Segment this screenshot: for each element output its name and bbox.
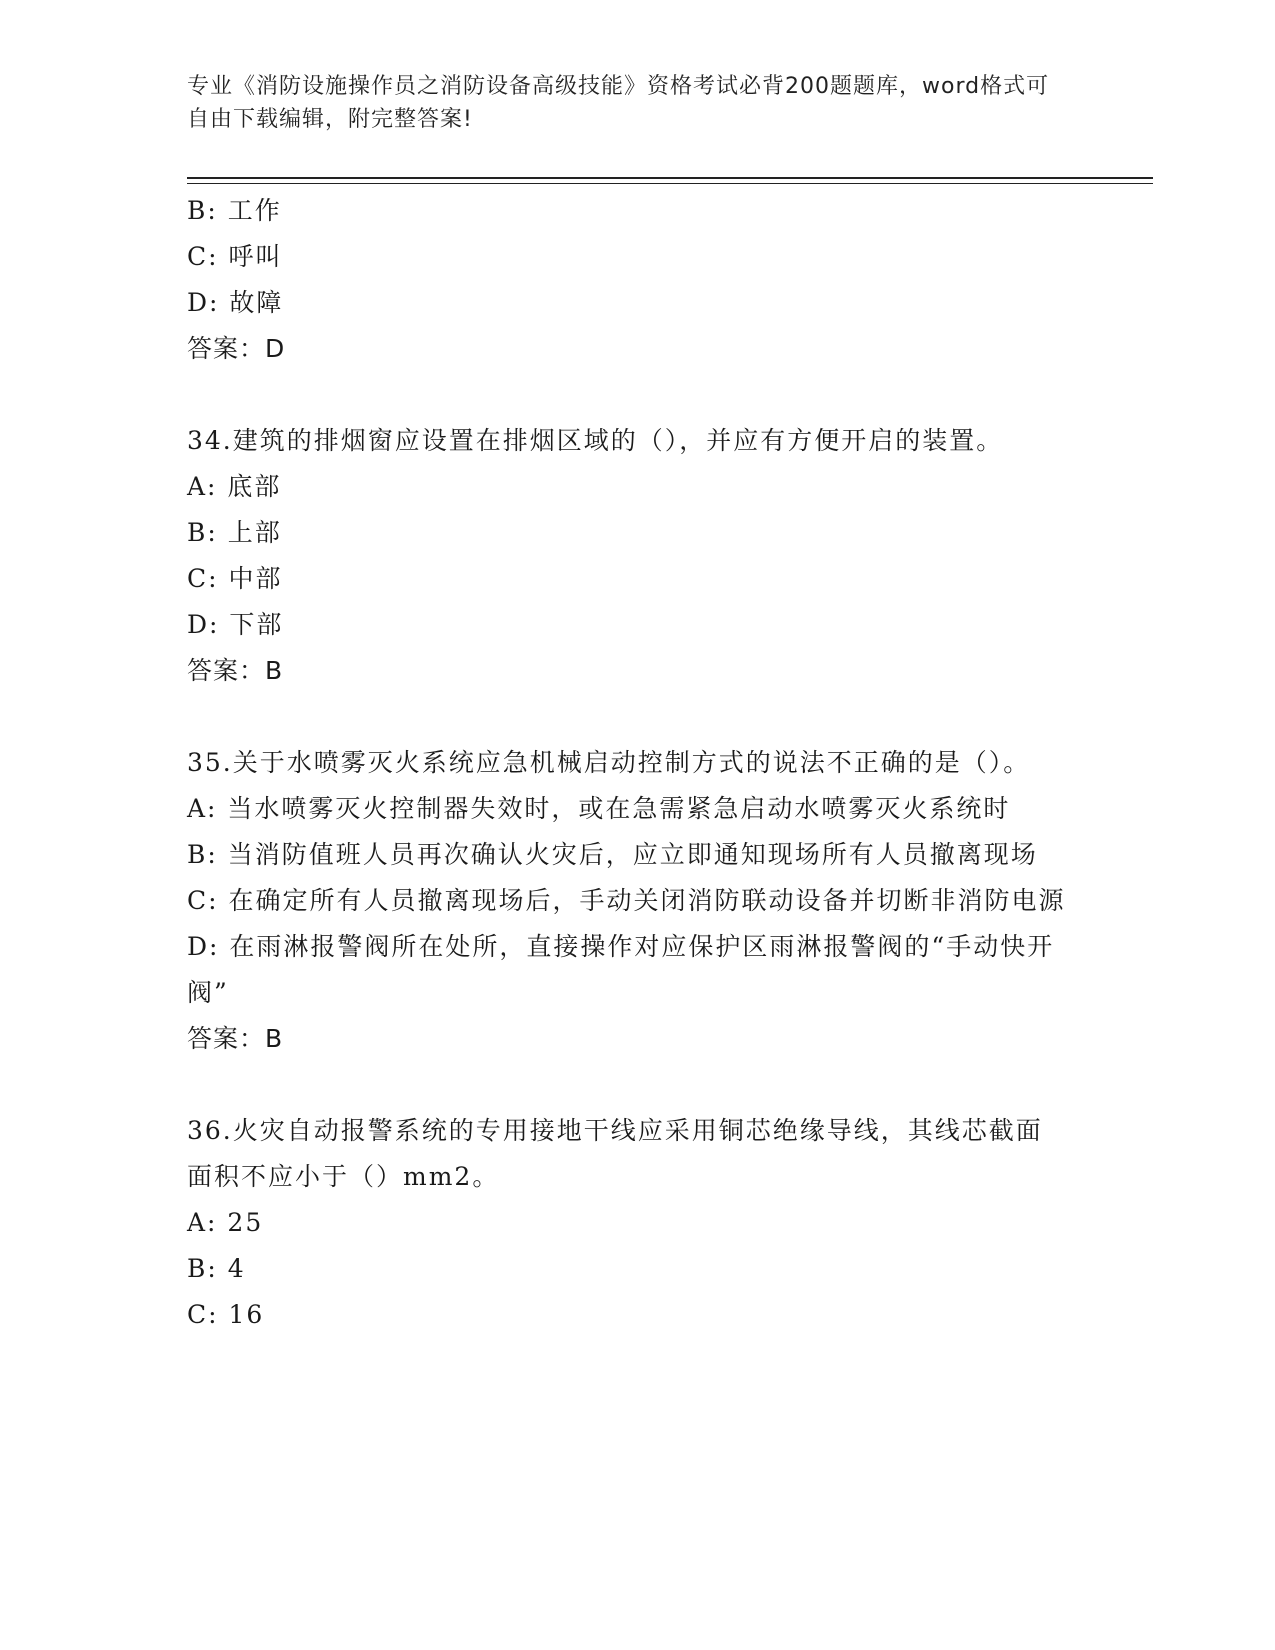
question-stem: 36.火灾自动报警系统的专用接地干线应采用铜芯绝缘导线，其线芯截面面积不应小于（）mm2。 xyxy=(187,1116,1043,1191)
option-item: C: 16 xyxy=(187,1300,265,1329)
option-item: D: 在雨淋报警阀所在处所，直接操作对应保护区雨淋报警阀的“手动快开阀” xyxy=(187,932,1055,1007)
header-divider-thin xyxy=(187,183,1153,184)
option-item: C: 在确定所有人员撤离现场后，手动关闭消防联动设备并切断非消防电源 xyxy=(187,886,1066,915)
option-item: A: 当水喷雾灭火控制器失效时，或在急需紧急启动水喷雾灭火系统时 xyxy=(187,794,1011,823)
option-item: B: 工作 xyxy=(187,196,282,225)
option-item: D: 故障 xyxy=(187,288,284,317)
spacer xyxy=(187,694,1067,740)
option-item: A: 25 xyxy=(187,1208,264,1237)
question-content xyxy=(187,188,1067,1338)
option-item: B: 当消防值班人员再次确认火灾后，应立即通知现场所有人员撤离现场 xyxy=(187,840,1038,869)
answer-line: 答案：B xyxy=(187,1024,284,1053)
answer-line: 答案：B xyxy=(187,656,284,685)
spacer xyxy=(187,1062,1067,1108)
option-item: D: 下部 xyxy=(187,610,284,639)
document-header: 专业《消防设施操作员之消防设备高级技能》资格考试必背200题题库，word格式可自由下载编辑，附完整答案! xyxy=(187,74,1050,132)
answer-line: 答案：D xyxy=(187,334,286,363)
option-item: C: 中部 xyxy=(187,564,283,593)
header-divider-thick xyxy=(187,177,1153,179)
option-item: C: 呼叫 xyxy=(187,242,283,271)
option-item: A: 底部 xyxy=(187,472,282,501)
spacer xyxy=(187,372,1067,418)
question-stem: 35.关于水喷雾灭火系统应急机械启动控制方式的说法不正确的是（）。 xyxy=(187,748,1031,777)
option-item: B: 4 xyxy=(187,1254,246,1283)
question-stem: 34.建筑的排烟窗应设置在排烟区域的（），并应有方便开启的装置。 xyxy=(187,426,1004,455)
option-item: B: 上部 xyxy=(187,518,282,547)
